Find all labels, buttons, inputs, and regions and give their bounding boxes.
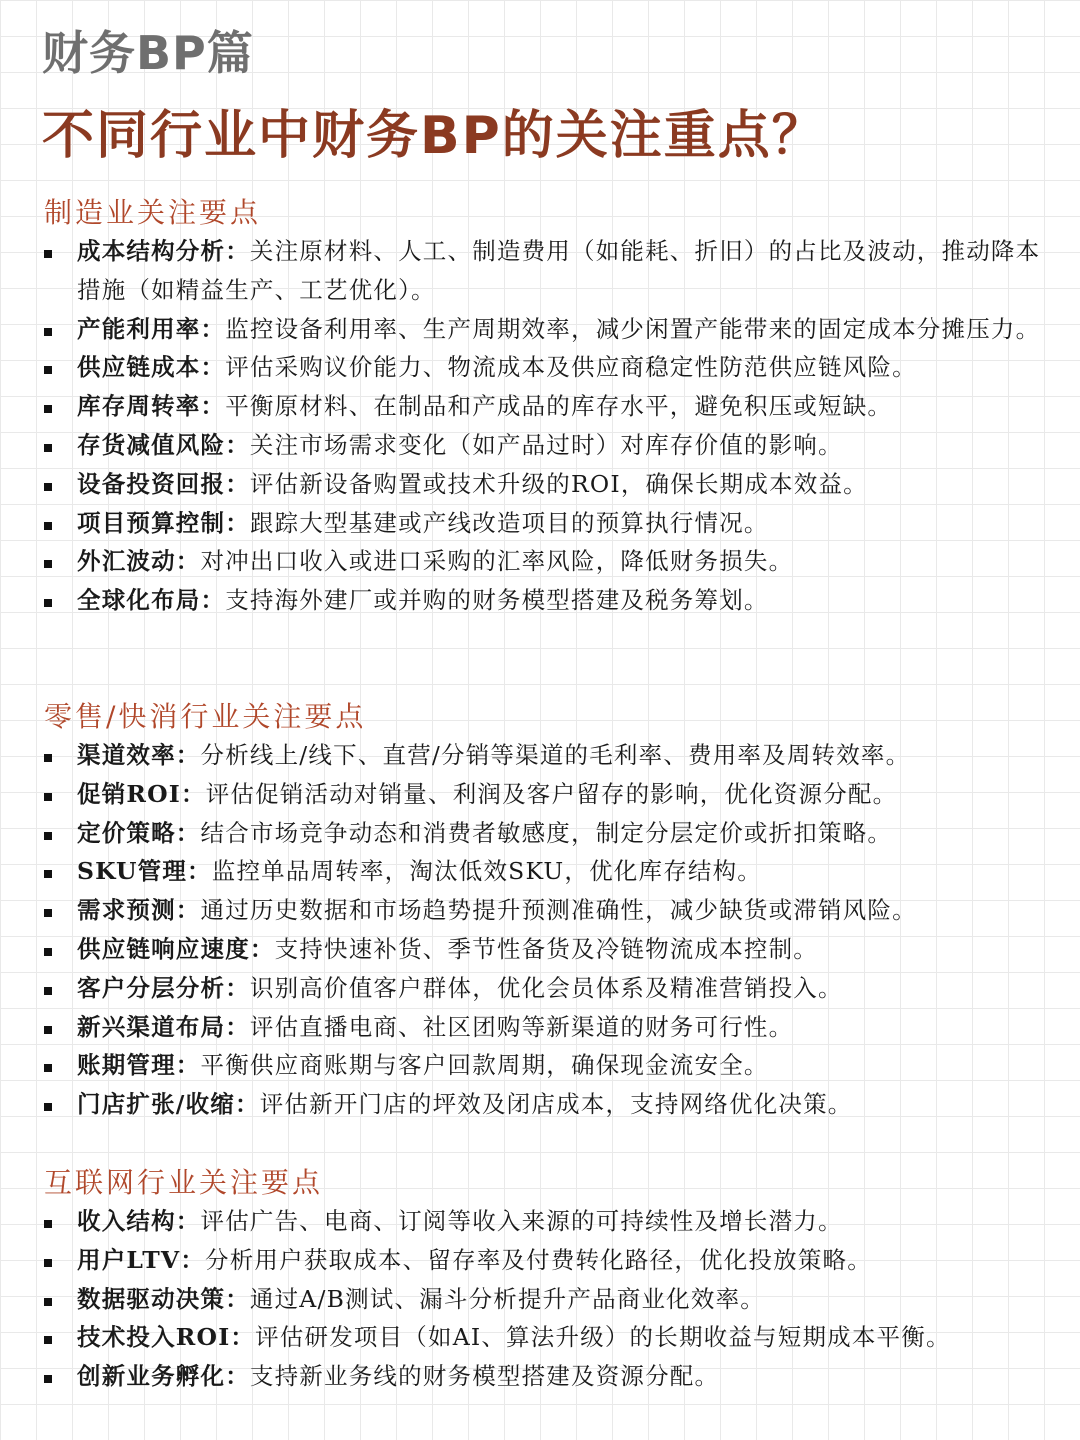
- item-text: 通过历史数据和市场趋势提升预测准确性，减少缺货或滞销风险。: [200, 896, 917, 925]
- list-item: [44, 1280, 1044, 1319]
- item-text: 评估广告、电商、订阅等收入来源的可持续性及增长潜力。: [200, 1207, 843, 1235]
- list-item: [44, 232, 1044, 310]
- list-item: [44, 1008, 1044, 1047]
- item-label: 定价策略：: [77, 818, 201, 847]
- item-label: SKU管理：: [77, 857, 212, 886]
- item-text: 评估采购议价能力、物流成本及供应商稳定性防范供应链风险。: [225, 353, 917, 382]
- item-text: 支持海外建厂或并购的财务模型搭建及税务筹划。: [225, 586, 769, 615]
- list-item: [44, 581, 1044, 620]
- item-text: 关注市场需求变化（如产品过时）对库存价值的影响。: [249, 430, 843, 459]
- page-subtitle: 财务BP篇: [42, 26, 254, 80]
- item-text: 评估新设备购置或技术升级的ROI，确保长期成本效益。: [249, 469, 868, 498]
- section-heading: 互联网行业关注要点: [44, 1166, 324, 1199]
- bullet-icon: [44, 832, 52, 840]
- list-item: [44, 891, 1044, 930]
- list-item: [44, 387, 1044, 426]
- item-label: 技术投入ROI：: [77, 1323, 256, 1352]
- list-item: [44, 775, 1044, 814]
- bullet-icon: [44, 987, 52, 995]
- list-item: [44, 1318, 1044, 1357]
- item-text: 平衡原材料、在制品和产成品的库存水平，避免积压或短缺。: [225, 392, 893, 421]
- item-text: 关注原材料、人工、制造费用（如能耗、折旧）的占比及波动，推动降本措施（如精益生产、工艺优化）。: [77, 237, 1041, 304]
- section-internet: [44, 1164, 1044, 1396]
- item-text: 评估新开门店的坪效及闭店成本，支持网络优化决策。: [259, 1090, 853, 1119]
- item-text: 跟踪大型基建或产线改造项目的预算执行情况。: [249, 508, 769, 537]
- bullet-list: [44, 736, 1044, 1124]
- item-label: 存货减值风险：: [77, 430, 250, 459]
- item-label: 需求预测：: [77, 896, 201, 925]
- bullet-icon: [44, 1375, 52, 1383]
- item-text: 支持快速补货、季节性备货及冷链物流成本控制。: [274, 934, 819, 963]
- section-heading: 制造业关注要点: [44, 196, 262, 229]
- item-text: 监控设备利用率、生产周期效率，减少闲置产能带来的固定成本分摊压力。: [225, 314, 1041, 343]
- section-heading: 零售/快消行业关注要点: [44, 700, 367, 733]
- item-label: 库存周转率：: [77, 392, 226, 421]
- bullet-icon: [44, 948, 52, 956]
- item-text: 分析用户获取成本、留存率及付费转化路径，优化投放策略。: [205, 1245, 872, 1274]
- bullet-icon: [44, 1336, 52, 1344]
- bullet-icon: [44, 522, 52, 530]
- bullet-icon: [44, 909, 52, 917]
- bullet-icon: [44, 483, 52, 491]
- list-item: [44, 969, 1044, 1008]
- item-label: 新兴渠道布局：: [77, 1012, 250, 1041]
- bullet-icon: [44, 1220, 52, 1228]
- item-label: 外汇波动：: [77, 547, 201, 576]
- bullet-icon: [44, 1259, 52, 1267]
- bullet-icon: [44, 1064, 52, 1072]
- bullet-icon: [44, 560, 52, 568]
- bullet-icon: [44, 444, 52, 452]
- section-manufacturing: [44, 194, 1044, 620]
- list-item: [44, 736, 1044, 775]
- list-item: [44, 1241, 1044, 1280]
- bullet-icon: [44, 754, 52, 762]
- item-text: 结合市场竞争动态和消费者敏感度，制定分层定价或折扣策略。: [200, 818, 893, 847]
- item-label: 全球化布局：: [77, 586, 226, 615]
- list-item: [44, 1085, 1044, 1124]
- item-label: 用户LTV：: [77, 1245, 206, 1274]
- item-text: 对冲出口收入或进口采购的汇率风险，降低财务损失。: [200, 547, 794, 576]
- item-label: 收入结构：: [77, 1207, 201, 1235]
- item-label: 产能利用率：: [77, 314, 226, 343]
- bullet-icon: [44, 250, 52, 258]
- item-label: 设备投资回报：: [77, 469, 250, 498]
- bullet-icon: [44, 1298, 52, 1306]
- bullet-icon: [44, 793, 52, 801]
- item-text: 识别高价值客户群体，优化会员体系及精准营销投入。: [249, 973, 843, 1002]
- item-label: 数据驱动决策：: [77, 1284, 250, 1313]
- list-item: [44, 814, 1044, 853]
- item-label: 账期管理：: [77, 1051, 201, 1080]
- list-item: [44, 465, 1044, 504]
- list-item: [44, 1046, 1044, 1085]
- item-text: 支持新业务线的财务模型搭建及资源分配。: [249, 1362, 720, 1391]
- list-item: [44, 542, 1044, 581]
- bullet-list: [44, 1202, 1044, 1396]
- list-item: [44, 1202, 1044, 1241]
- item-label: 渠道效率：: [77, 741, 201, 769]
- item-label: 客户分层分析：: [77, 973, 250, 1002]
- bullet-list: [44, 232, 1044, 620]
- bullet-icon: [44, 366, 52, 374]
- item-text: 评估促销活动对销量、利润及客户留存的影响，优化资源分配。: [205, 779, 898, 808]
- item-label: 创新业务孵化：: [77, 1362, 250, 1391]
- list-item: [44, 930, 1044, 969]
- list-item: [44, 1357, 1044, 1396]
- list-item: [44, 504, 1044, 543]
- bullet-icon: [44, 1103, 52, 1111]
- list-item: [44, 852, 1044, 891]
- item-text: 监控单品周转率，淘汰低效SKU，优化库存结构。: [211, 857, 762, 886]
- item-label: 项目预算控制：: [77, 508, 250, 537]
- list-item: [44, 348, 1044, 387]
- item-label: 门店扩张/收缩：: [77, 1090, 260, 1119]
- item-label: 成本结构分析：: [77, 237, 250, 265]
- item-label: 供应链成本：: [77, 353, 226, 382]
- item-text: 分析线上/线下、直营/分销等渠道的毛利率、费用率及周转效率。: [200, 741, 911, 769]
- list-item: [44, 426, 1044, 465]
- item-label: 供应链响应速度：: [77, 934, 275, 963]
- item-label: 促销ROI：: [77, 779, 206, 808]
- bullet-icon: [44, 328, 52, 336]
- item-text: 通过A/B测试、漏斗分析提升产品商业化效率。: [249, 1284, 765, 1313]
- page-title: 不同行业中财务BP的关注重点？: [42, 106, 826, 166]
- item-text: 平衡供应商账期与客户回款周期，确保现金流安全。: [200, 1051, 769, 1080]
- bullet-icon: [44, 1026, 52, 1034]
- bullet-icon: [44, 870, 52, 878]
- bullet-icon: [44, 405, 52, 413]
- bullet-icon: [44, 599, 52, 607]
- item-text: 评估研发项目（如AI、算法升级）的长期收益与短期成本平衡。: [255, 1323, 951, 1352]
- section-retail: [44, 698, 1044, 1124]
- list-item: [44, 310, 1044, 349]
- item-text: 评估直播电商、社区团购等新渠道的财务可行性。: [249, 1012, 794, 1041]
